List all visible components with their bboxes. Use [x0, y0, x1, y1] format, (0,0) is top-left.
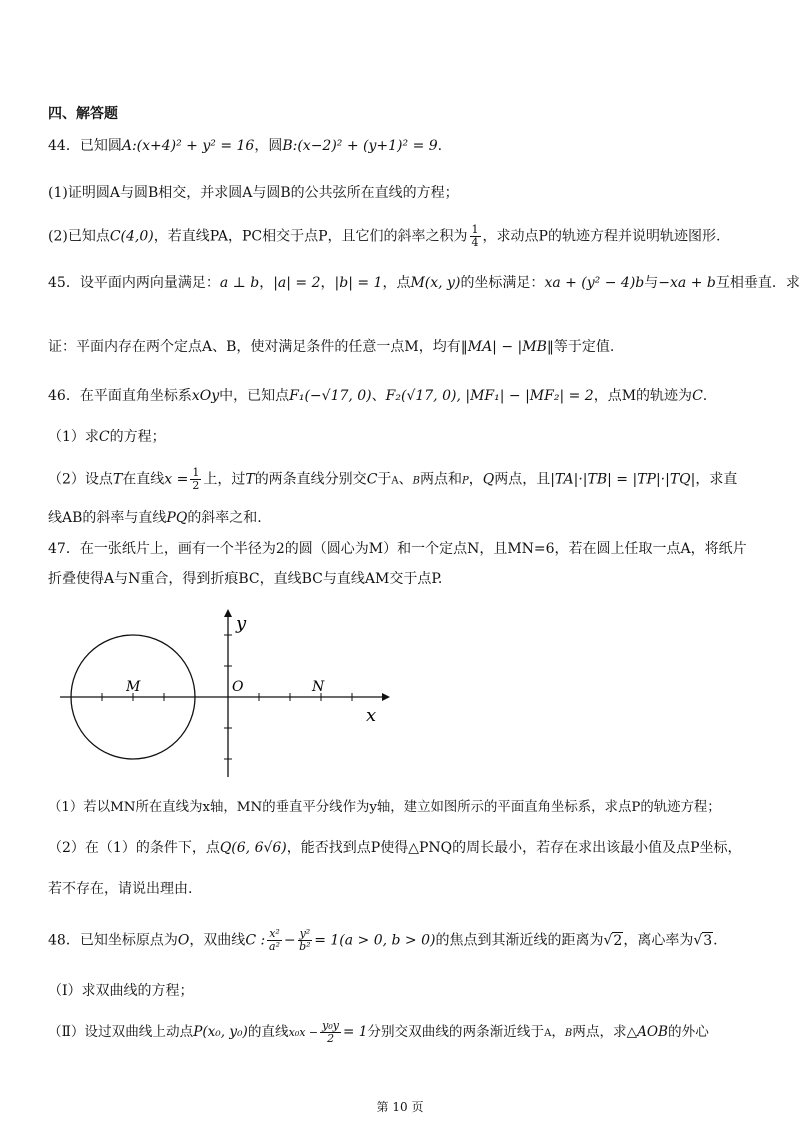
- q48-number: 48．: [48, 932, 80, 949]
- q46-text3: ，点M的轨迹为: [593, 388, 693, 404]
- q48-eq-pre: x₀x −: [288, 1026, 319, 1039]
- q44-point-c: C(4,0): [109, 228, 154, 245]
- q44-circle-a: A:(x+4)² + y² = 16: [121, 138, 255, 154]
- q48-part1: （Ⅰ）求双曲线的方程；: [48, 983, 194, 999]
- q46-part2-t: T: [112, 471, 123, 488]
- q45-text4: 与: [644, 275, 659, 291]
- q46-part1-c: C: [98, 429, 110, 445]
- q46-text2: 中，已知点: [219, 388, 290, 404]
- q46-fraction: [190, 467, 201, 492]
- section-heading: 四、解答题: [48, 106, 118, 122]
- q47-text1: 在一张纸片上，画有一个半径为2的圆（圆心为M）和一个定点N，且MN=6，若在圆上任取一点A，将纸片: [79, 541, 747, 557]
- q46-part2-line2: [48, 507, 760, 529]
- q46-part2-h: ，: [468, 471, 483, 488]
- q44-part1: (1)证明圆A与圆B相交，并求圆A与圆B的公共弦所在直线的方程；: [48, 185, 459, 201]
- q45-expr3: ‖MA| − |MB‖: [460, 339, 554, 355]
- y-axis-arrow: [224, 609, 232, 617]
- q46-part2-d: 的两条直线分别交: [254, 471, 367, 488]
- q48-part2-c: 分别交双曲线的两条渐近线于: [367, 1024, 545, 1040]
- q46-part2-curve: C: [366, 471, 378, 488]
- q46-part2-i: 两点，且: [494, 471, 551, 488]
- q46-part2-line-pq: PQ: [166, 510, 188, 526]
- q46-part2-x: x =: [164, 471, 189, 488]
- q46-part2-g: 两点和: [420, 471, 462, 488]
- q48-part2-tri: △AOB: [626, 1024, 669, 1040]
- label-o: O: [232, 679, 244, 695]
- q45-text2: ，点: [382, 275, 411, 291]
- q48-part2-pa: A: [544, 1028, 552, 1039]
- q47-part2: [48, 837, 760, 859]
- q48-ecc: 3: [703, 932, 713, 949]
- q48-hyper-post: = 1(a > 0, b > 0): [314, 932, 436, 949]
- q48-part2-pb: B: [564, 1028, 573, 1039]
- q45-number: 45．: [48, 275, 80, 291]
- q46-number: 46．: [48, 388, 80, 404]
- q48-part2: [48, 1020, 760, 1045]
- q44-intro: [48, 135, 760, 157]
- q48-part2-e: 两点，求: [572, 1024, 627, 1040]
- q46-part2-pp: P: [462, 475, 469, 487]
- q48-frac2: [298, 928, 313, 953]
- q46-part2-f: 、: [398, 471, 413, 488]
- q47-point-q: Q(6, 6√6): [219, 840, 287, 856]
- q48-frac2-num: y²: [299, 927, 311, 940]
- q47-part2-end: ，能否找到点P使得△PNQ的周长最小，若存在求出该最小值及点P坐标，: [286, 840, 742, 856]
- q45-abs-a: |a| = 2: [273, 275, 321, 291]
- q48-part2-frac-den: 2: [327, 1032, 335, 1045]
- q46-text1: 在平面直角坐标系: [79, 388, 192, 404]
- q47-part2-line2: 若不存在，请说出理由.: [48, 881, 193, 897]
- q47-part1: （1）若以MN所在直线为x轴，MN的垂直平分线作为y轴，建立如图所示的平面直角坐标系，求点P的轨迹方程；: [48, 800, 721, 815]
- q48-part2-frac: [320, 1020, 341, 1045]
- q45-line2: [48, 336, 760, 358]
- q45-perp: a ⊥ b: [219, 275, 260, 291]
- q44-end: .: [437, 138, 443, 154]
- q45-abs-b: |b| = 1: [334, 275, 383, 291]
- q45-line1: 45．设平面内两向量满足：a ⊥ b，|a| = 2，|b| = 1，点M(x, y)的坐标满足：xa + (y² − 4)b与−xa + b互相垂直．求: [48, 275, 800, 291]
- q48-minus: −: [283, 932, 296, 949]
- q48-text3: 的焦点到其渐近线的距离为: [435, 932, 604, 949]
- q46-part2-c: 上，过: [203, 471, 246, 488]
- q46-part2-line2-b: 的斜率之和.: [187, 510, 262, 526]
- q48-dist: 2: [613, 932, 623, 949]
- q48-part2-p: P(x₀, y₀): [193, 1024, 248, 1040]
- label-m: M: [126, 679, 141, 695]
- q48-frac1: [267, 928, 282, 953]
- q46-part2-pa: A: [391, 475, 399, 487]
- x-axis-arrow: [382, 693, 390, 701]
- q45-line2-pre: 证：平面内存在两个定点A、B，使对满足条件的任意一点M，均有: [48, 339, 461, 355]
- q46-part2: [48, 467, 760, 493]
- q46-frac-den: 2: [192, 479, 200, 492]
- q46-part2-b: 在直线: [122, 471, 165, 488]
- q44-part2-pre: (2)已知点: [48, 228, 110, 245]
- q48-eq-post: = 1: [342, 1024, 368, 1040]
- q47-line2: 折叠使得A与N重合，得到折痕BC，直线BC与直线AM交于点P.: [48, 571, 443, 587]
- q46-end: .: [702, 388, 708, 404]
- q44-circle-b: B:(x−2)² + (y+1)² = 9: [282, 138, 438, 154]
- q48-part2-a: （Ⅱ）设过双曲线上动点: [48, 1024, 194, 1040]
- q45-expr1: xa + (y² − 4)b: [544, 275, 645, 291]
- q46-part2-a: （2）设点: [48, 471, 113, 488]
- q45-text1: 设平面内两向量满足：: [79, 275, 220, 291]
- q44-frac-num: 1: [471, 223, 479, 236]
- label-n: N: [312, 679, 325, 695]
- q46-part1-pre: （1）求: [48, 429, 99, 445]
- q48-end: .: [713, 932, 718, 949]
- q48-text2: ，双曲线: [189, 932, 246, 949]
- q46-part2-line2-a: 线AB的斜率与直线: [48, 510, 167, 526]
- q46-cond: , |MF₁| − |MF₂| = 2: [456, 388, 594, 404]
- q46-part1-end: 的方程；: [109, 429, 166, 445]
- q44-mid-text: ，圆: [254, 138, 283, 154]
- q45-expr2: −xa + b: [658, 275, 716, 291]
- q48-part2-b: 的直线: [247, 1024, 289, 1040]
- q46-line1: [48, 385, 760, 407]
- q47-part2-pre: （2）在（1）的条件下，点: [48, 840, 220, 856]
- q48-frac2-den: b²: [299, 940, 311, 953]
- q48-text4: ，离心率为: [623, 932, 694, 949]
- q47-figure: [60, 605, 390, 780]
- q44-part2-end: ，求动点P的轨迹方程并说明轨迹图形.: [482, 228, 721, 245]
- q44-part2: [48, 224, 760, 249]
- q45-text3: 的坐标满足：: [460, 275, 545, 291]
- q48-origin: O: [177, 932, 190, 949]
- q44-fraction: [470, 224, 481, 249]
- q46-f2: F₂(√17, 0): [385, 388, 457, 404]
- q48-hyper-pre: C :: [245, 932, 266, 949]
- q45-text5: 互相垂直．求: [715, 275, 800, 291]
- q48-frac1-den: a²: [269, 940, 280, 953]
- q46-sep: 、: [371, 388, 386, 404]
- q48-part2-d: ，: [551, 1024, 565, 1040]
- q46-part2-j: ，求直: [695, 471, 738, 488]
- q44-number: 44．: [48, 138, 80, 154]
- label-x: x: [366, 705, 377, 726]
- q45-point-m: M(x, y): [410, 275, 461, 291]
- q46-f1: F₁(−√17, 0): [289, 388, 372, 404]
- q47-line1: [48, 538, 760, 560]
- q46-part2-t2: T: [245, 471, 255, 488]
- q48-line1: 48．已知坐标原点为O，双曲线C : $\frac{\text{x²}}{\text{a²}}$ − $\frac{\text{y²}}{\text{b²}}$ = 1(a > 0, b > 0)的焦点到其渐近线的距离为√2，离心率为√3.: [48, 927, 718, 953]
- q46-part2-pb: B: [412, 475, 420, 487]
- q48-text1: 已知坐标原点为: [79, 932, 178, 949]
- q46-part2-e: 于: [377, 471, 392, 488]
- q48-frac1-num: x²: [269, 927, 280, 940]
- q46-part2-pq: Q: [482, 471, 495, 488]
- q45-line2-end: 等于定值.: [553, 339, 615, 355]
- q48-part2-f: 的外心: [668, 1024, 709, 1040]
- q44-part2-mid: ，若直线PA，PC相交于点P，且它们的斜率之积为: [153, 228, 468, 245]
- q48-part2-frac-num: y₀y: [322, 1019, 339, 1032]
- page-number: 第 10 页: [376, 1100, 424, 1114]
- q44-frac-den: 4: [471, 236, 479, 249]
- q46-xoy: xOy: [191, 388, 220, 404]
- q46-frac-num: 1: [192, 466, 200, 479]
- q46-curve-c: C: [692, 388, 703, 404]
- q44-intro-text: 已知圆: [79, 138, 122, 154]
- q46-part2-eq: |TA|·|TB| = |TP|·|TQ|: [550, 471, 696, 488]
- q46-part1: [48, 426, 760, 448]
- q47-number: 47．: [48, 541, 80, 557]
- label-y: y: [236, 613, 247, 634]
